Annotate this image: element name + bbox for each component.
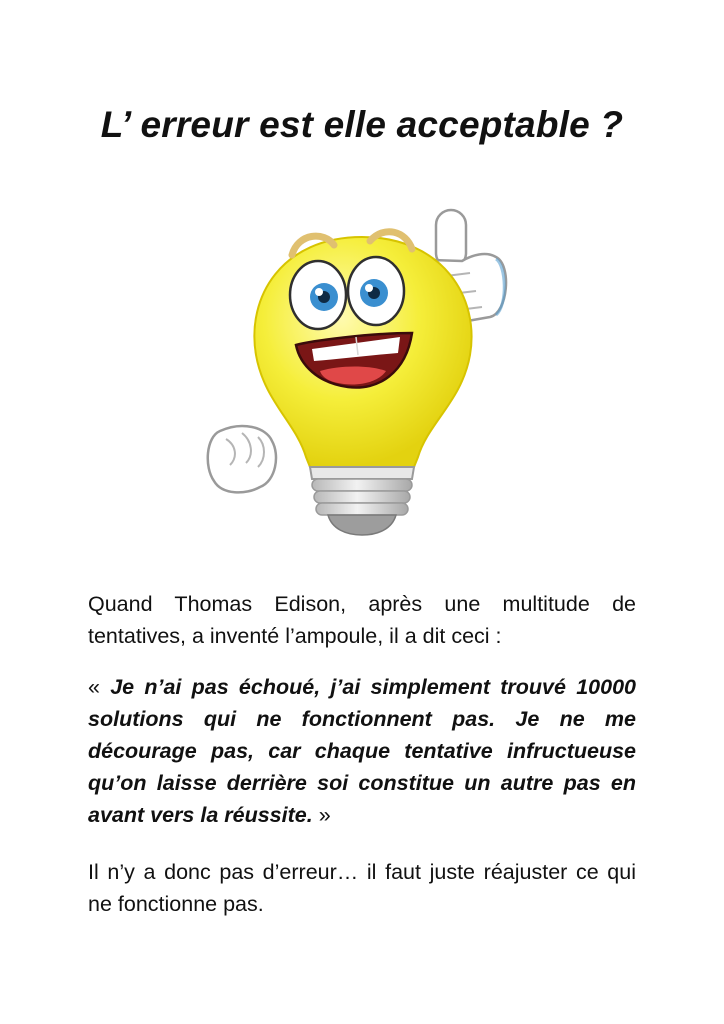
intro-paragraph: Quand Thomas Edison, après une multitude de tentatives, a inventé l’ampoule, il a dit ceci : xyxy=(88,592,636,648)
smiling-lightbulb-icon xyxy=(200,205,525,540)
quote-open-mark: « xyxy=(88,675,100,699)
conclusion-paragraph: Il n’y a donc pas d’erreur… il faut juste réajuster ce qui ne fonctionne pas. xyxy=(88,860,636,916)
page-title: L’ erreur est elle acceptable ? xyxy=(100,104,624,145)
quote-close-mark: » xyxy=(318,803,331,827)
fist-hand-icon xyxy=(208,426,276,492)
quote-text: Je n’ai pas échoué, j’ai simplement trouvé 10000 solutions qui ne fonctionnent pas. Je ne me décourage pas, car chaque tentative infructueuse qu’on laisse derrière soi constitue un autre pas en avant vers la réussite. xyxy=(88,675,636,827)
bulb-base xyxy=(310,467,414,535)
edison-quote xyxy=(88,671,636,831)
